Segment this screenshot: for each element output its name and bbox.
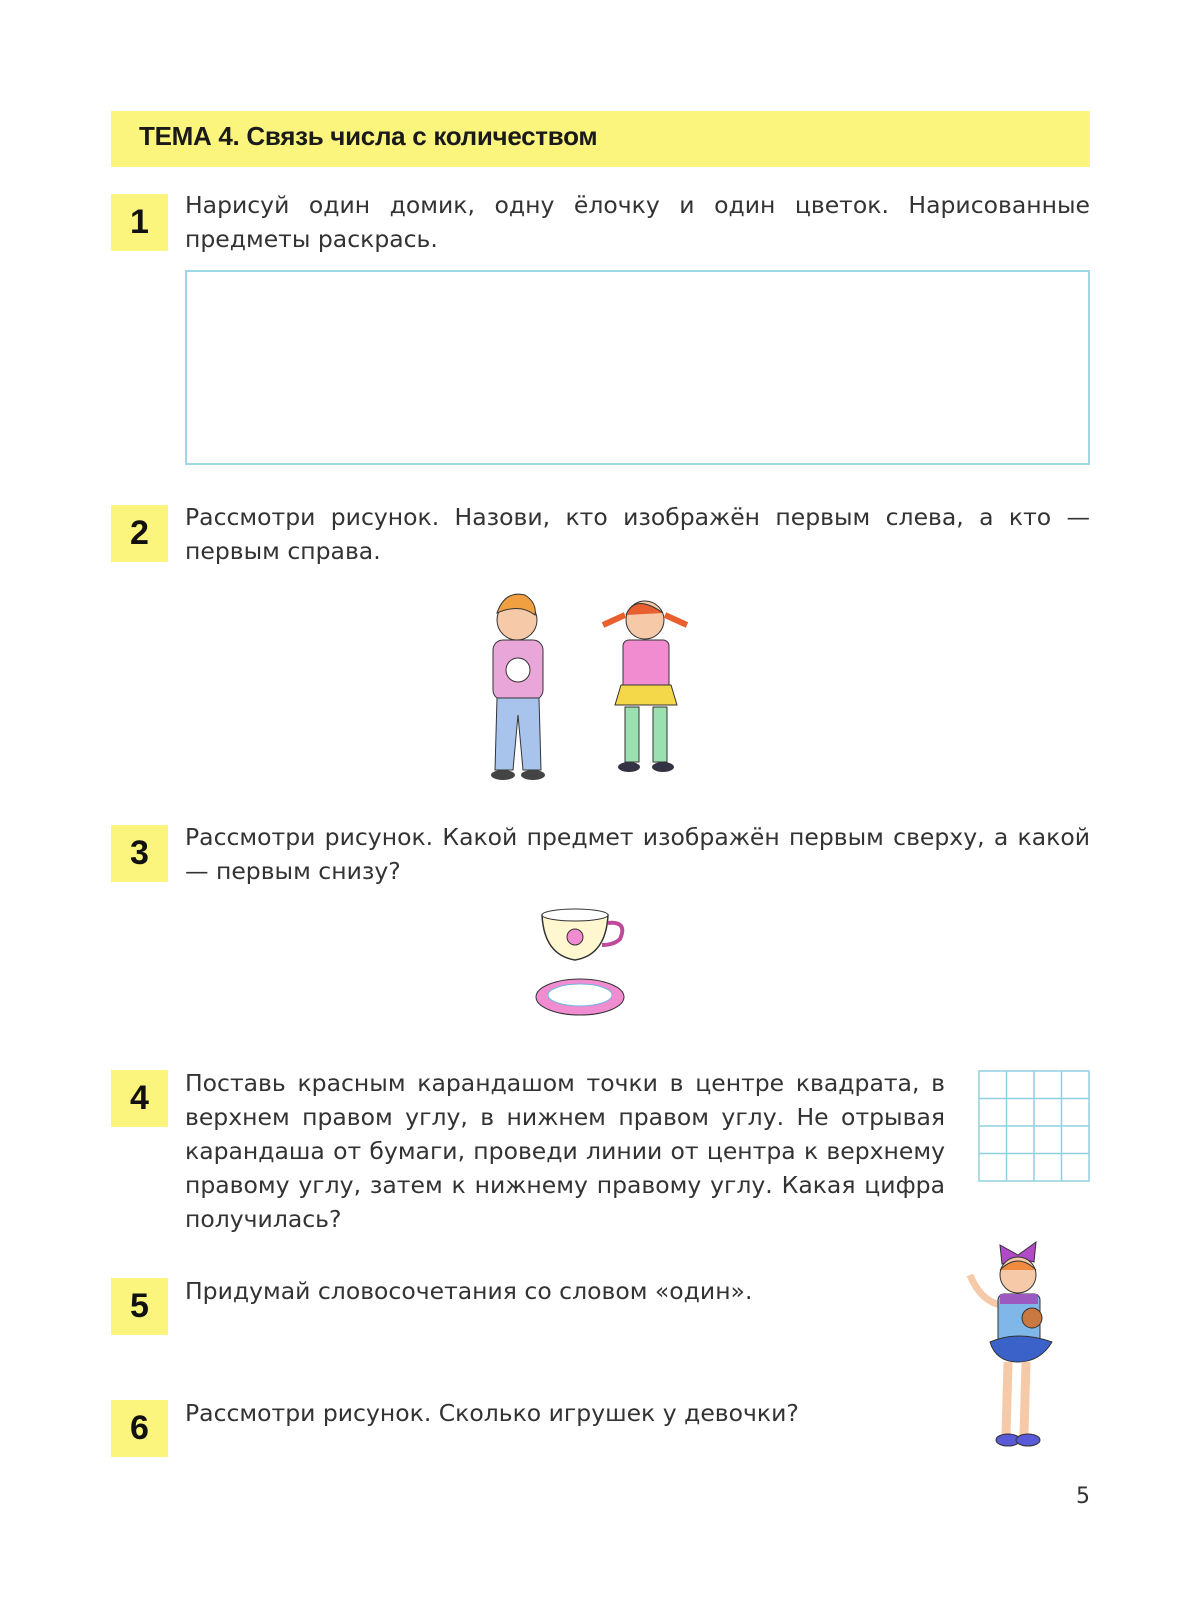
page-number: 5 xyxy=(1076,1484,1090,1509)
task-text-2: Рассмотри рисунок. Назови, кто изображён первым слева, а кто — первым справа. xyxy=(185,503,1090,565)
task-text-4: Поставь красным карандашом точки в центре квадрата, в верхнем правом углу, в нижнем правом углу. Не отрывая карандаша от бумаги, проведи линии от центра к верхнему правому углу, затем к нижнему правому углу. Какая цифра получилась? xyxy=(185,1069,945,1233)
teddy-bear-icon xyxy=(1022,1308,1042,1328)
task-number-4: 4 xyxy=(111,1070,168,1127)
task-text-1: Нарисуй один домик, одну ёлочку и один цветок. Нарисованные предметы раскрась. xyxy=(185,191,1090,253)
girl-figure xyxy=(603,601,687,772)
task-text-6: Рассмотри рисунок. Сколько игрушек у девочки? xyxy=(185,1399,799,1427)
task-number-1: 1 xyxy=(111,194,168,251)
girl-with-toy-illustration xyxy=(960,1230,1080,1465)
task-text-5: Придумай словосочетания со словом «один». xyxy=(185,1277,753,1305)
square-grid[interactable] xyxy=(978,1070,1090,1182)
task-number-6: 6 xyxy=(111,1400,168,1457)
drawing-area[interactable] xyxy=(185,270,1090,465)
topic-title: ТЕМА 4. Связь числа с количеством xyxy=(139,121,598,151)
task-number-2: 2 xyxy=(111,505,168,562)
boy-and-girl-illustration xyxy=(465,585,725,795)
cup-icon xyxy=(542,909,622,960)
task-number-3: 3 xyxy=(111,825,168,882)
topic-header xyxy=(111,111,1090,167)
saucer-icon xyxy=(536,979,624,1015)
boy-figure xyxy=(491,594,545,780)
task-number-5: 5 xyxy=(111,1278,168,1335)
task-text-3: Рассмотри рисунок. Какой предмет изображён первым сверху, а какой — первым снизу? xyxy=(185,823,1090,885)
cup-and-saucer-illustration xyxy=(530,905,635,1030)
